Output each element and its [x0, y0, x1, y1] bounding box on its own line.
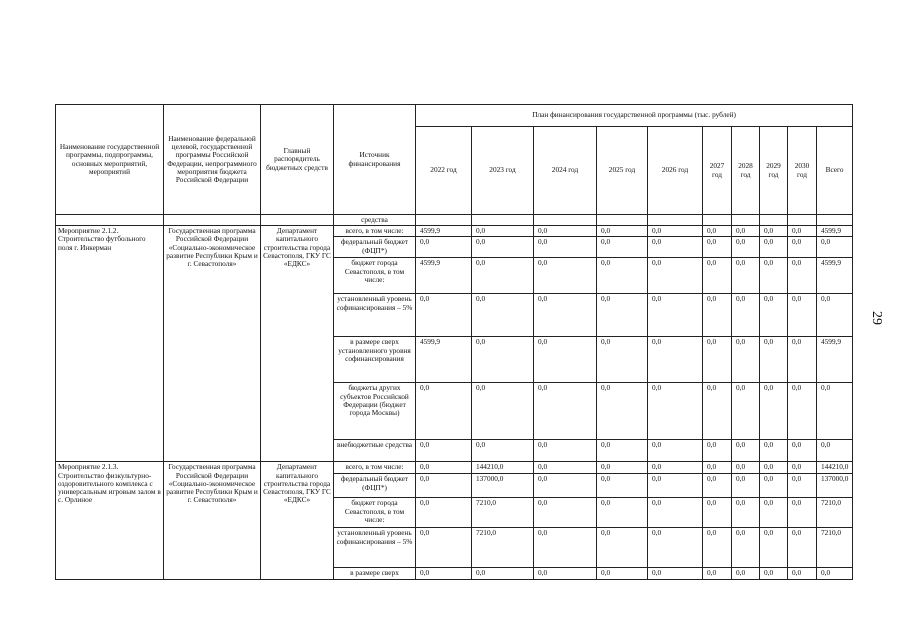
header-year: 2023 год: [472, 127, 534, 215]
amount-cell: 0,0: [732, 337, 760, 383]
amount-cell: 0,0: [648, 474, 703, 498]
amount-cell: 0,0: [732, 474, 760, 498]
amount-cell: 0,0: [788, 383, 817, 440]
amount-cell: 0,0: [760, 528, 788, 568]
amount-cell: 0,0: [788, 226, 817, 237]
amount-cell: 0,0: [534, 237, 597, 258]
funding-source: федеральный бюджет (ФЦП*): [334, 474, 416, 498]
header-year: 2029 год: [760, 127, 788, 215]
amount-cell: 0,0: [788, 440, 817, 462]
amount-cell: 4599,9: [817, 258, 853, 294]
financing-table: [55, 104, 853, 580]
amount-cell: 0,0: [732, 568, 760, 579]
amount-cell: 0,0: [760, 237, 788, 258]
amount-cell: 0,0: [597, 226, 648, 237]
amount-cell: 0,0: [760, 226, 788, 237]
amount-cell: 0,0: [472, 568, 534, 579]
amount-cell: 0,0: [648, 568, 703, 579]
amount-cell: 0,0: [416, 528, 472, 568]
amount-cell: 0,0: [472, 440, 534, 462]
header-fed-program: Наименование федеральной целевой, государственной программы Российской Федерации, непрограммного мероприятия бюджета Российской Федерации: [164, 105, 261, 215]
funding-source: в размере сверх установленного уровня софинансирования: [334, 337, 416, 383]
header-distributor: Главный распорядитель бюджетных средств: [261, 105, 334, 215]
table-row: [56, 226, 853, 237]
amount-cell: 4599,9: [416, 258, 472, 294]
amount-cell: 0,0: [534, 528, 597, 568]
fragment-source: средства: [334, 215, 416, 226]
amount-cell: 0,0: [760, 462, 788, 474]
amount-cell: 0,0: [597, 568, 648, 579]
amount-cell: 0,0: [472, 294, 534, 337]
amount-cell: 137000,0: [817, 474, 853, 498]
amount-cell: 0,0: [648, 226, 703, 237]
amount-cell: 0,0: [648, 498, 703, 528]
amount-cell: 0,0: [732, 237, 760, 258]
amount-cell: 0,0: [703, 294, 732, 337]
amount-cell: 0,0: [534, 474, 597, 498]
header-plan: План финансирования государственной программы (тыс. рублей): [416, 105, 853, 127]
amount-cell: 0,0: [703, 226, 732, 237]
amount-cell: 0,0: [416, 383, 472, 440]
header-year: 2026 год: [648, 127, 703, 215]
funding-source: бюджет города Севастополя, в том числе:: [334, 498, 416, 528]
amount-cell: 0,0: [472, 337, 534, 383]
amount-cell: 0,0: [597, 462, 648, 474]
amount-cell: 0,0: [703, 498, 732, 528]
funding-source: в размере сверх: [334, 568, 416, 579]
amount-cell: 0,0: [703, 568, 732, 579]
amount-cell: 0,0: [732, 383, 760, 440]
amount-cell: 0,0: [788, 237, 817, 258]
amount-cell: 0,0: [732, 294, 760, 337]
amount-cell: 0,0: [597, 498, 648, 528]
amount-cell: 0,0: [760, 258, 788, 294]
funding-source: установленный уровень софинансирования – 5%: [334, 294, 416, 337]
amount-cell: 0,0: [817, 440, 853, 462]
amount-cell: 0,0: [788, 498, 817, 528]
header-year: Всего: [817, 127, 853, 215]
amount-cell: 0,0: [788, 258, 817, 294]
funding-source: бюджеты других субъектов Российской Федерации (бюджет города Москвы): [334, 383, 416, 440]
amount-cell: 0,0: [732, 226, 760, 237]
amount-cell: 0,0: [760, 294, 788, 337]
amount-cell: 0,0: [760, 440, 788, 462]
amount-cell: 0,0: [760, 337, 788, 383]
amount-cell: 0,0: [416, 462, 472, 474]
header-year: 2027 год: [703, 127, 732, 215]
fragment-row: [56, 215, 853, 226]
funding-source: всего, в том числе:: [334, 226, 416, 237]
amount-cell: 0,0: [788, 474, 817, 498]
amount-cell: 0,0: [703, 462, 732, 474]
amount-cell: 0,0: [788, 294, 817, 337]
activity-name: Мероприятие 2.1.3. Строительство физкультурно-оздоровительного комплекса с универсальным игровым залом в с. Орлиное: [56, 462, 164, 579]
amount-cell: 0,0: [534, 294, 597, 337]
amount-cell: 0,0: [597, 474, 648, 498]
amount-cell: 144210,0: [472, 462, 534, 474]
amount-cell: 0,0: [703, 440, 732, 462]
distributor: Департамент капитального строительства города Севастополя, ГКУ ГС «ЕДКС»: [261, 462, 334, 579]
amount-cell: 0,0: [534, 337, 597, 383]
amount-cell: 4599,9: [416, 337, 472, 383]
amount-cell: 0,0: [648, 440, 703, 462]
amount-cell: 0,0: [416, 440, 472, 462]
header-source: Источник финансирования: [334, 105, 416, 215]
table-row: [56, 462, 853, 474]
amount-cell: 137000,0: [472, 474, 534, 498]
funding-source: бюджет города Севастополя, в том числе:: [334, 258, 416, 294]
amount-cell: 0,0: [597, 258, 648, 294]
amount-cell: 0,0: [416, 294, 472, 337]
amount-cell: 0,0: [416, 568, 472, 579]
header-year: 2028 год: [732, 127, 760, 215]
amount-cell: 0,0: [703, 474, 732, 498]
amount-cell: 0,0: [788, 462, 817, 474]
amount-cell: 0,0: [534, 498, 597, 528]
amount-cell: 0,0: [597, 383, 648, 440]
amount-cell: 4599,9: [817, 226, 853, 237]
funding-source: внебюджетные средства: [334, 440, 416, 462]
amount-cell: 0,0: [648, 383, 703, 440]
amount-cell: 0,0: [703, 258, 732, 294]
amount-cell: 0,0: [788, 528, 817, 568]
amount-cell: 0,0: [534, 568, 597, 579]
header-year: 2030 год: [788, 127, 817, 215]
amount-cell: 4599,9: [416, 226, 472, 237]
amount-cell: 7210,0: [817, 498, 853, 528]
amount-cell: 0,0: [648, 462, 703, 474]
amount-cell: 0,0: [648, 258, 703, 294]
amount-cell: 0,0: [817, 383, 853, 440]
amount-cell: 0,0: [534, 462, 597, 474]
amount-cell: 0,0: [648, 528, 703, 568]
amount-cell: 0,0: [534, 383, 597, 440]
amount-cell: 0,0: [703, 383, 732, 440]
amount-cell: 0,0: [703, 237, 732, 258]
amount-cell: 0,0: [472, 226, 534, 237]
funding-source: всего, в том числе:: [334, 462, 416, 474]
amount-cell: 144210,0: [817, 462, 853, 474]
header-row-1: [56, 105, 853, 127]
amount-cell: 0,0: [472, 258, 534, 294]
amount-cell: 4599,9: [817, 337, 853, 383]
amount-cell: 0,0: [597, 528, 648, 568]
amount-cell: 0,0: [760, 474, 788, 498]
header-year: 2025 год: [597, 127, 648, 215]
amount-cell: 0,0: [732, 462, 760, 474]
amount-cell: 0,0: [534, 258, 597, 294]
amount-cell: 7210,0: [472, 528, 534, 568]
amount-cell: 0,0: [597, 337, 648, 383]
amount-cell: 0,0: [760, 568, 788, 579]
federal-program: Государственная программа Российской Федерации «Социально-экономическое развитие Республики Крым и г. Севастополя»: [164, 462, 261, 579]
amount-cell: 0,0: [732, 440, 760, 462]
header-year: 2024 год: [534, 127, 597, 215]
amount-cell: 0,0: [648, 337, 703, 383]
amount-cell: 0,0: [416, 498, 472, 528]
amount-cell: 0,0: [648, 237, 703, 258]
distributor: Департамент капитального строительства города Севастополя, ГКУ ГС «ЕДКС»: [261, 226, 334, 462]
amount-cell: 0,0: [788, 337, 817, 383]
amount-cell: 0,0: [416, 237, 472, 258]
amount-cell: 0,0: [788, 568, 817, 579]
amount-cell: 0,0: [703, 528, 732, 568]
amount-cell: 0,0: [732, 498, 760, 528]
funding-source: установленный уровень софинансирования – 5%: [334, 528, 416, 568]
amount-cell: 0,0: [597, 440, 648, 462]
amount-cell: 0,0: [732, 528, 760, 568]
amount-cell: 0,0: [597, 294, 648, 337]
amount-cell: 7210,0: [817, 528, 853, 568]
amount-cell: 0,0: [648, 294, 703, 337]
page-number: 29: [869, 311, 884, 325]
amount-cell: 0,0: [760, 498, 788, 528]
amount-cell: 0,0: [817, 237, 853, 258]
federal-program: Государственная программа Российской Федерации «Социально-экономическое развитие Республики Крым и г. Севастополя»: [164, 226, 261, 462]
amount-cell: 0,0: [534, 226, 597, 237]
amount-cell: 0,0: [597, 237, 648, 258]
amount-cell: 0,0: [472, 237, 534, 258]
funding-source: федеральный бюджет (ФЦП*): [334, 237, 416, 258]
amount-cell: 0,0: [416, 474, 472, 498]
header-name: Наименование государственной программы, подпрограммы, основных мероприятий, мероприятий: [56, 105, 164, 215]
amount-cell: 0,0: [703, 337, 732, 383]
table-body: [56, 105, 853, 580]
amount-cell: 0,0: [534, 440, 597, 462]
amount-cell: 0,0: [732, 258, 760, 294]
header-year: 2022 год: [416, 127, 472, 215]
amount-cell: 7210,0: [472, 498, 534, 528]
activity-name: Мероприятие 2.1.2. Строительство футбольного поля г. Инкерман: [56, 226, 164, 462]
amount-cell: 0,0: [817, 294, 853, 337]
amount-cell: 0,0: [760, 383, 788, 440]
amount-cell: 0,0: [817, 568, 853, 579]
amount-cell: 0,0: [472, 383, 534, 440]
